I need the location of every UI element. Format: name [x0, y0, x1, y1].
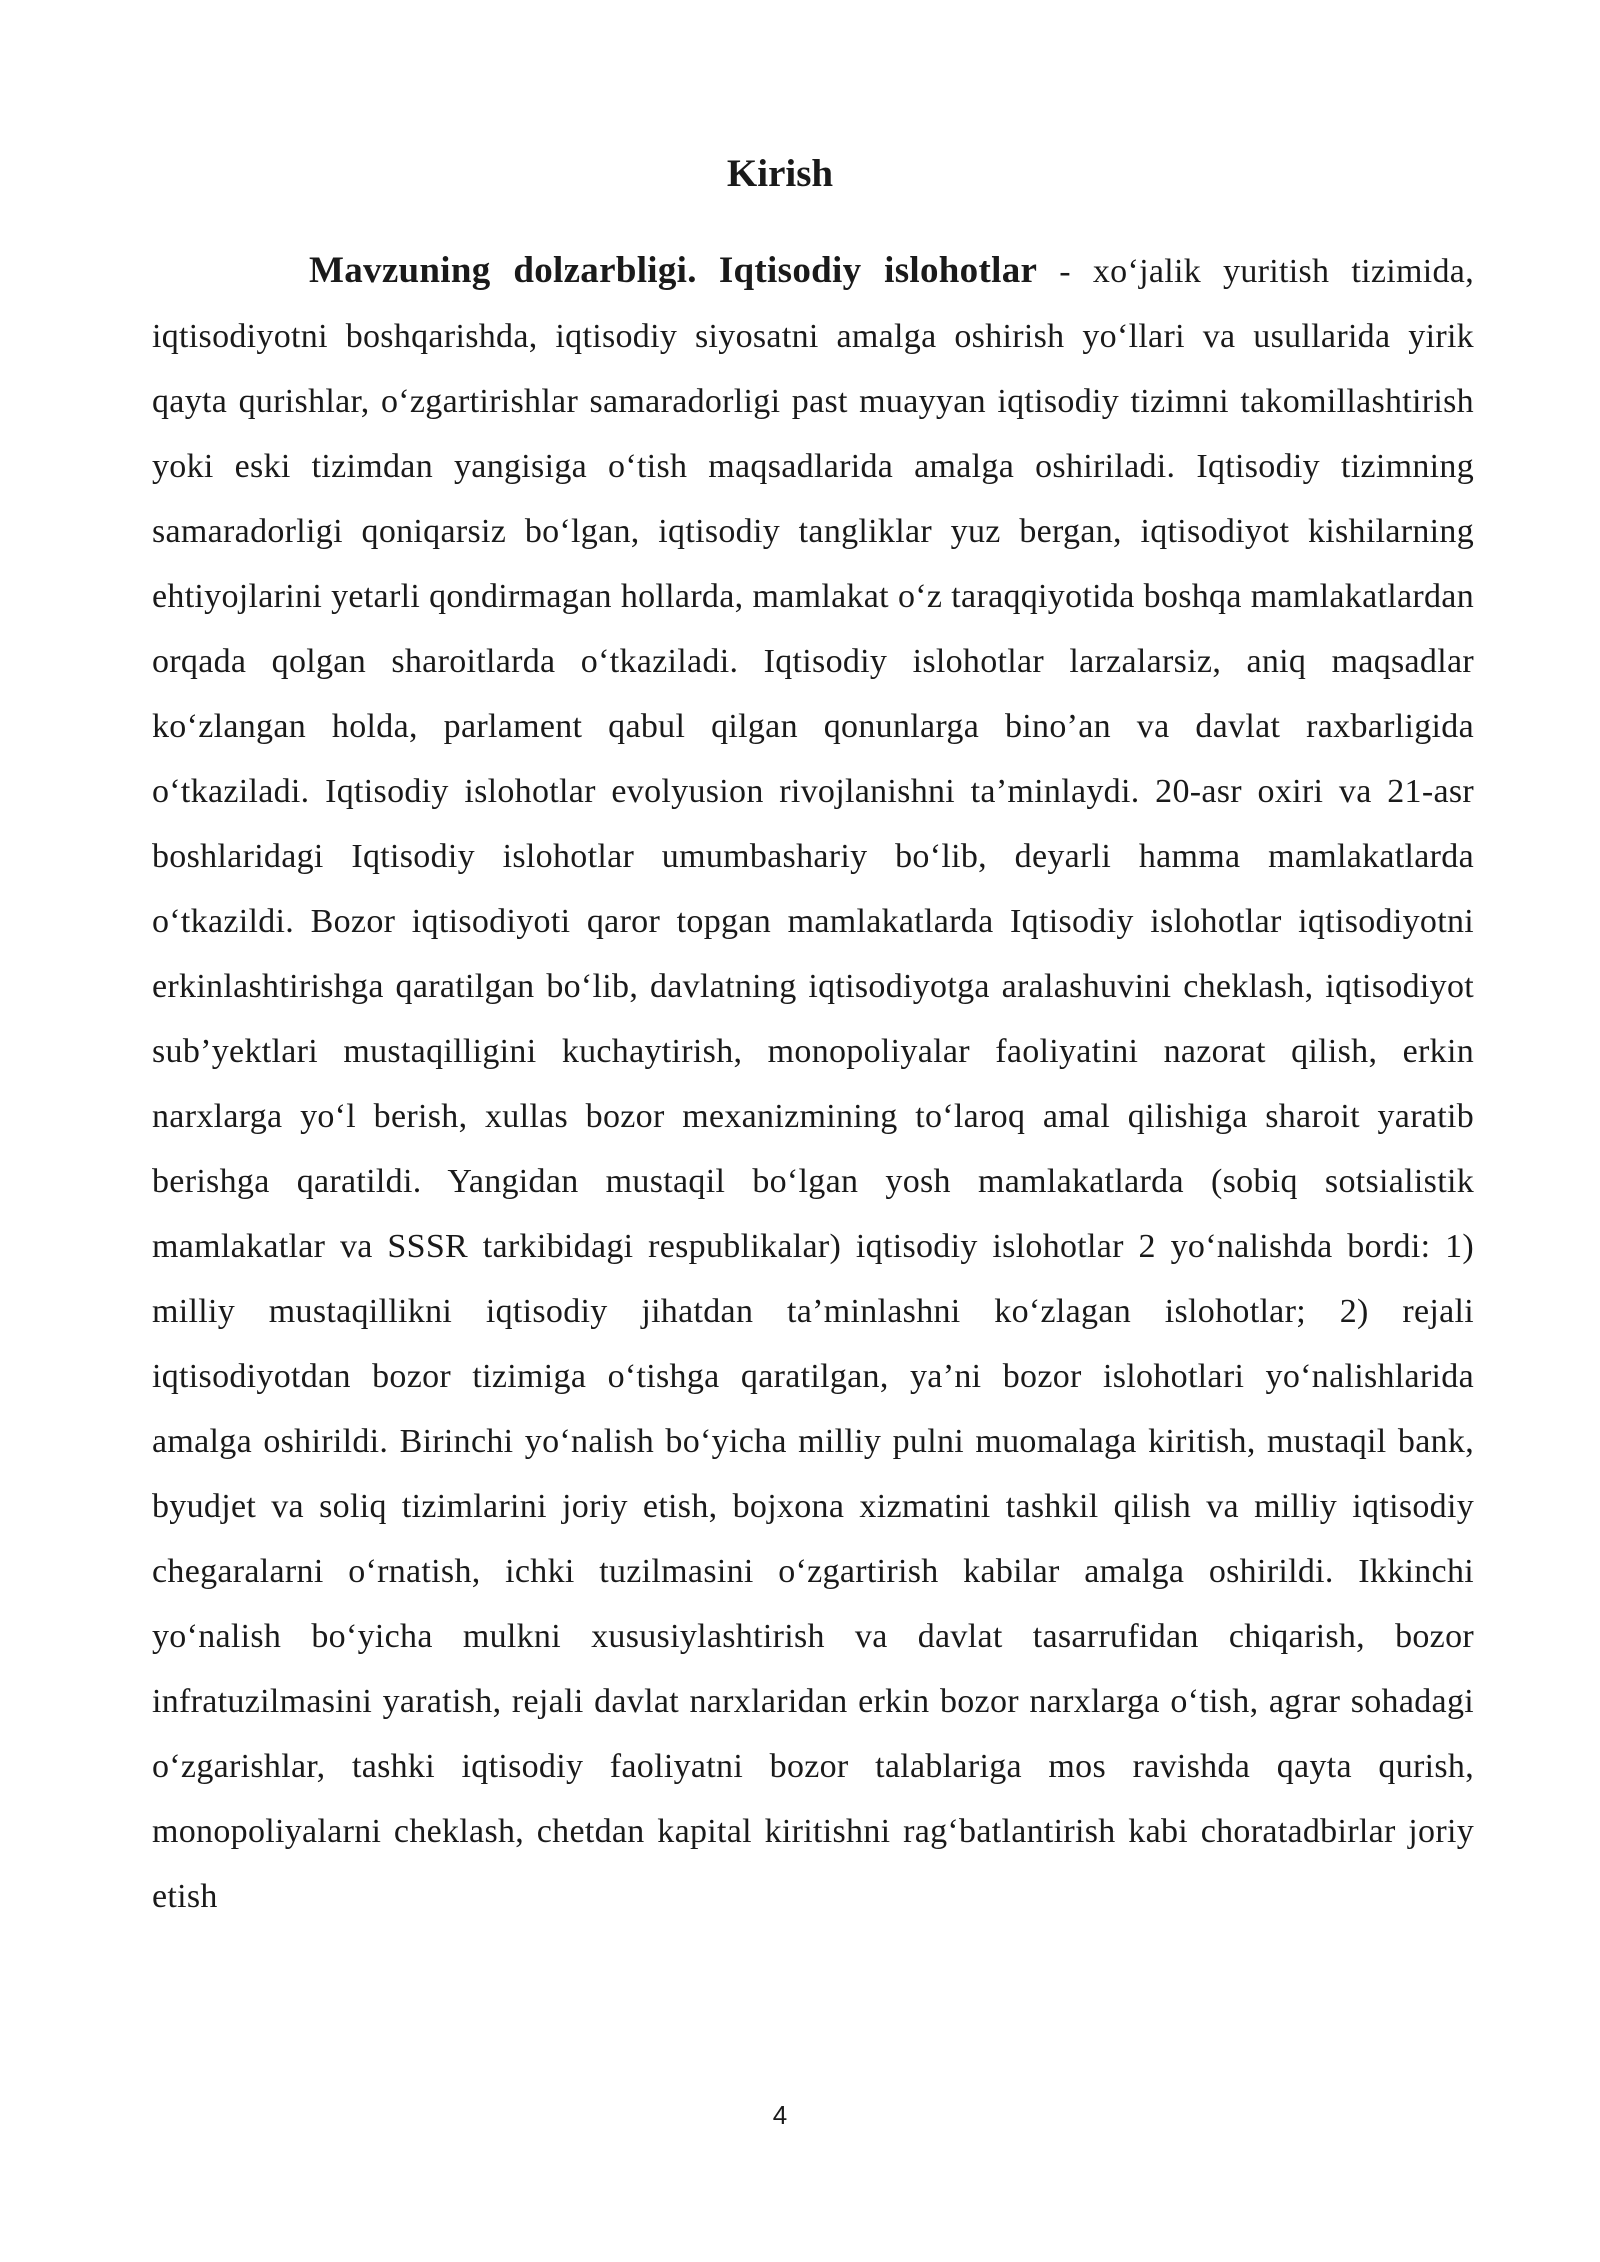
page-number: 4 — [772, 2100, 788, 2130]
economic-reforms-term: Iqtisodiy islohotlar — [718, 250, 1038, 291]
topic-relevance-label: Mavzuning dolzarbligi. — [309, 250, 697, 291]
body-paragraph — [152, 238, 1474, 1929]
paragraph-body-text: - xo‘jalik yuritish tizimida, iqtisodiyotni boshqarishda, iqtisodiy siyosatni amalga oshirish yo‘llari va usullarida yirik qayta qurishlar, o‘zgartirishlar samaradorligi past muayyan iqtisodiy tizimni takomillashtirish yoki eski tizimdan yangisiga o‘tish maqsadlarida amalga oshiriladi. Iqtisodiy tizimning samaradorligi qoniqarsiz bo‘lgan, iqtisodiy tangliklar yuz bergan, iqtisodiyot kishilarning ehtiyojlarini yetarli qondirmagan hollarda, mamlakat o‘z taraqqiyotida boshqa mamlakatlardan orqada qolgan sharoitlarda o‘tkaziladi. Iqtisodiy islohotlar larzalarsiz, aniq maqsadlar ko‘zlangan holda, parlament qabul qilgan qonunlarga bino’an va davlat raxbarligida o‘tkaziladi. Iqtisodiy islohotlar evolyusion rivojlanishni ta’minlaydi. 20-asr oxiri va 21-asr boshlaridagi Iqtisodiy islohotlar umumbashariy bo‘lib, deyarli hamma mamlakatlarda o‘tkazildi. Bozor iqtisodiyoti qaror topgan mamlakatlarda Iqtisodiy islohotlar iqtisodiyotni erkinlashtirishga qaratilgan bo‘lib, davlatning iqtisodiyotga aralashuvini cheklash, iqtisodiyot sub’yektlari mustaqilligini kuchaytirish, monopoliyalar faoliyatini nazorat qilish, erkin narxlarga yo‘l berish, xullas bozor mexanizmining to‘laroq amal qilishiga sharoit yaratib berishga qaratildi. Yangidan mustaqil bo‘lgan yosh mamlakatlarda (sobiq sotsialistik mamlakatlar va SSSR tarkibidagi respublikalar) iqtisodiy islohotlar 2 yo‘nalishda bordi: 1) milliy mustaqillikni iqtisodiy jihatdan ta’minlashni ko‘zlagan islohotlar; 2) rejali iqtisodiyotdan bozor tizimiga o‘tishga qaratilgan, ya’ni bozor islohotlari yo‘nalishlarida amalga oshirildi. Birinchi yo‘nalish bo‘yicha milliy pulni muomalaga kiritish, mustaqil bank, byudjet va soliq tizimlarini joriy etish, bojxona xizmatini tashkil qilish va milliy iqtisodiy chegaralarni o‘rnatish, ichki tuzilmasini o‘zgartirish kabilar amalga oshirildi. Ikkinchi yo‘nalish bo‘yicha mulkni xususiylashtirish va davlat tasarrufidan chiqarish, bozor infratuzilmasini yaratish, rejali davlat narxlaridan erkin bozor narxlarga o‘tish, agrar sohadagi o‘zgarishlar, tashki iqtisodiy faoliyatni bozor talablariga mos ravishda qayta qurish, monopoliyalarni cheklash, chetdan kapital kiritishni rag‘batlantirish kabi choratadbirlar joriy etish — [152, 253, 1474, 1915]
section-heading: Kirish — [726, 152, 834, 195]
